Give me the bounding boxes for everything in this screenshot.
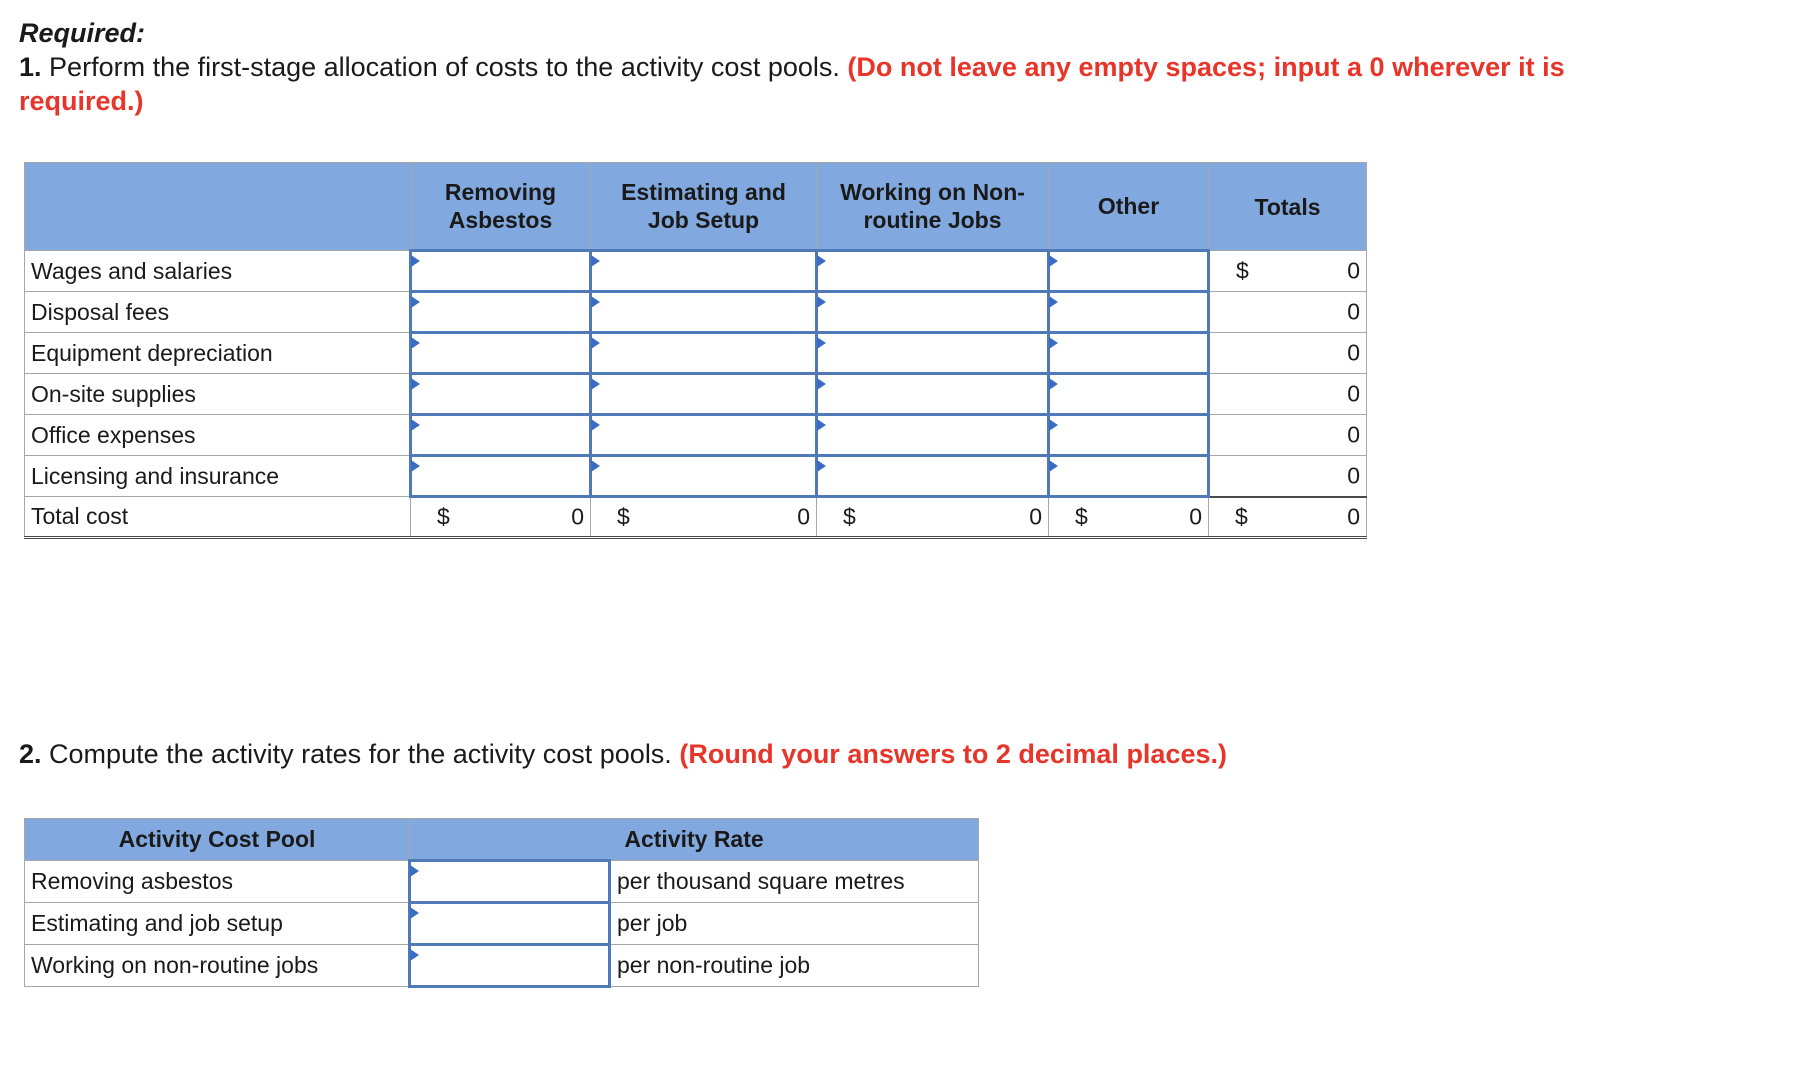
rate-table-row — [25, 861, 979, 903]
total-cost-cell — [1049, 497, 1209, 538]
row-total-value: 0 — [1347, 380, 1360, 407]
header-totals: Totals — [1209, 163, 1367, 251]
input-cell-other[interactable] — [1049, 374, 1209, 415]
total-cost-row — [25, 497, 1367, 538]
row-total-cell — [1209, 333, 1367, 374]
rate-table-row — [25, 945, 979, 987]
estimating-job-setup-amount-input[interactable] — [592, 252, 815, 290]
row-total-cell — [1209, 374, 1367, 415]
currency-symbol: $ — [1236, 257, 1249, 284]
total-cost-value: 0 — [1347, 503, 1360, 530]
input-cell-removing-asbestos[interactable] — [411, 456, 591, 497]
total-cost-value: 0 — [1189, 503, 1202, 530]
input-cell-removing-asbestos[interactable] — [411, 333, 591, 374]
input-cell-non-routine-jobs[interactable] — [817, 456, 1049, 497]
currency-symbol: $ — [617, 503, 630, 530]
estimating-job-setup-amount-input[interactable] — [592, 416, 815, 454]
non-routine-jobs-amount-input[interactable] — [818, 334, 1047, 372]
row-label: Office expenses — [25, 415, 411, 456]
header-blank — [25, 163, 411, 251]
other-amount-input[interactable] — [1050, 334, 1207, 372]
header-estimating-job-setup: Estimating and Job Setup — [591, 163, 817, 251]
rate-table-row — [25, 903, 979, 945]
table-row — [25, 292, 1367, 333]
input-cell-other[interactable] — [1049, 456, 1209, 497]
currency-symbol: $ — [437, 503, 450, 530]
activity-rate-table — [24, 818, 979, 988]
activity-rate-cell[interactable] — [410, 945, 610, 987]
q1-note: (Do not leave any empty spaces; input a 0 wherever it is required.) — [19, 52, 1565, 116]
input-cell-removing-asbestos[interactable] — [411, 251, 591, 292]
input-cell-other[interactable] — [1049, 251, 1209, 292]
table-row — [25, 456, 1367, 497]
total-cost-value: 0 — [797, 503, 810, 530]
activity-rate-input[interactable] — [411, 946, 608, 985]
cost-allocation-table — [24, 162, 1367, 539]
header-non-routine-jobs: Working on Non- routine Jobs — [817, 163, 1049, 251]
header-removing-asbestos: Removing Asbestos — [411, 163, 591, 251]
row-total-cell — [1209, 292, 1367, 333]
removing-asbestos-amount-input[interactable] — [412, 375, 589, 413]
row-total-value: 0 — [1347, 421, 1360, 448]
input-cell-non-routine-jobs[interactable] — [817, 333, 1049, 374]
activity-rate-input[interactable] — [411, 862, 608, 901]
required-label: Required: — [19, 18, 146, 48]
instructions-heading — [19, 16, 1679, 118]
rate-header-row — [25, 819, 979, 861]
total-cost-label: Total cost — [25, 497, 411, 538]
q2-text: Compute the activity rates for the activity cost pools. — [49, 739, 672, 769]
total-cost-cell — [1209, 497, 1367, 538]
non-routine-jobs-amount-input[interactable] — [818, 416, 1047, 454]
row-label: On-site supplies — [25, 374, 411, 415]
input-cell-non-routine-jobs[interactable] — [817, 251, 1049, 292]
question-2-heading — [19, 737, 1679, 771]
total-cost-value: 0 — [571, 503, 584, 530]
estimating-job-setup-amount-input[interactable] — [592, 293, 815, 331]
input-cell-estimating-job-setup[interactable] — [591, 333, 817, 374]
q1-text: Perform the first-stage allocation of costs to the activity cost pools. — [49, 52, 840, 82]
row-total-cell — [1209, 251, 1367, 292]
table-row — [25, 374, 1367, 415]
removing-asbestos-amount-input[interactable] — [412, 293, 589, 331]
row-total-value: 0 — [1347, 339, 1360, 366]
non-routine-jobs-amount-input[interactable] — [818, 457, 1047, 495]
row-total-cell — [1209, 456, 1367, 497]
input-cell-removing-asbestos[interactable] — [411, 374, 591, 415]
input-cell-estimating-job-setup[interactable] — [591, 456, 817, 497]
table-header-row — [25, 163, 1367, 251]
input-cell-other[interactable] — [1049, 292, 1209, 333]
removing-asbestos-amount-input[interactable] — [412, 457, 589, 495]
activity-rate-unit: per job — [610, 903, 979, 945]
activity-rate-unit: per thousand square metres — [610, 861, 979, 903]
total-cost-value: 0 — [1029, 503, 1042, 530]
input-cell-non-routine-jobs[interactable] — [817, 415, 1049, 456]
row-label: Wages and salaries — [25, 251, 411, 292]
table-row — [25, 415, 1367, 456]
total-cost-cell — [817, 497, 1049, 538]
input-cell-other[interactable] — [1049, 415, 1209, 456]
non-routine-jobs-amount-input[interactable] — [818, 375, 1047, 413]
input-cell-estimating-job-setup[interactable] — [591, 292, 817, 333]
row-label: Equipment depreciation — [25, 333, 411, 374]
input-cell-removing-asbestos[interactable] — [411, 292, 591, 333]
other-amount-input[interactable] — [1050, 375, 1207, 413]
input-cell-non-routine-jobs[interactable] — [817, 292, 1049, 333]
input-cell-non-routine-jobs[interactable] — [817, 374, 1049, 415]
input-cell-removing-asbestos[interactable] — [411, 415, 591, 456]
estimating-job-setup-amount-input[interactable] — [592, 334, 815, 372]
activity-rate-cell[interactable] — [410, 861, 610, 903]
activity-rate-unit: per non-routine job — [610, 945, 979, 987]
total-cost-cell — [591, 497, 817, 538]
row-label: Licensing and insurance — [25, 456, 411, 497]
activity-cost-pool-label: Working on non-routine jobs — [25, 945, 410, 987]
non-routine-jobs-amount-input[interactable] — [818, 252, 1047, 290]
row-label: Disposal fees — [25, 292, 411, 333]
currency-symbol: $ — [1075, 503, 1088, 530]
activity-cost-pool-label: Removing asbestos — [25, 861, 410, 903]
row-total-value: 0 — [1347, 257, 1360, 284]
other-amount-input[interactable] — [1050, 416, 1207, 454]
header-other: Other — [1049, 163, 1209, 251]
activity-cost-pool-label: Estimating and job setup — [25, 903, 410, 945]
q1-number: 1. — [19, 52, 42, 82]
table-row — [25, 333, 1367, 374]
row-total-value: 0 — [1347, 298, 1360, 325]
input-cell-estimating-job-setup[interactable] — [591, 415, 817, 456]
activity-rate-cell[interactable] — [410, 903, 610, 945]
row-total-value: 0 — [1347, 462, 1360, 489]
row-total-cell — [1209, 415, 1367, 456]
header-activity-cost-pool: Activity Cost Pool — [25, 819, 410, 861]
activity-rate-input[interactable] — [411, 904, 608, 943]
estimating-job-setup-amount-input[interactable] — [592, 375, 815, 413]
total-cost-cell — [411, 497, 591, 538]
other-amount-input[interactable] — [1050, 457, 1207, 495]
removing-asbestos-amount-input[interactable] — [412, 334, 589, 372]
q2-number: 2. — [19, 739, 42, 769]
input-cell-estimating-job-setup[interactable] — [591, 374, 817, 415]
input-cell-estimating-job-setup[interactable] — [591, 251, 817, 292]
other-amount-input[interactable] — [1050, 252, 1207, 290]
currency-symbol: $ — [1235, 503, 1248, 530]
removing-asbestos-amount-input[interactable] — [412, 416, 589, 454]
table-row — [25, 251, 1367, 292]
currency-symbol: $ — [843, 503, 856, 530]
other-amount-input[interactable] — [1050, 293, 1207, 331]
estimating-job-setup-amount-input[interactable] — [592, 457, 815, 495]
non-routine-jobs-amount-input[interactable] — [818, 293, 1047, 331]
q2-note: (Round your answers to 2 decimal places.) — [679, 739, 1227, 769]
input-cell-other[interactable] — [1049, 333, 1209, 374]
header-activity-rate: Activity Rate — [410, 819, 979, 861]
removing-asbestos-amount-input[interactable] — [412, 252, 589, 290]
